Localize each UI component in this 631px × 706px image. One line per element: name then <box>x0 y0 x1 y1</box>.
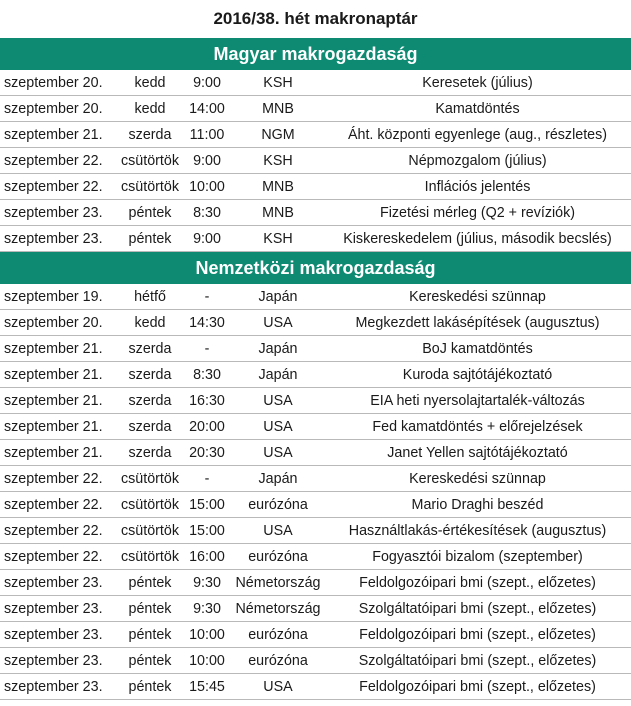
day-cell: péntek <box>118 674 182 700</box>
source-cell: NGM <box>232 122 324 148</box>
table-row <box>0 174 631 200</box>
day-cell: csütörtök <box>118 492 182 518</box>
day-cell: csütörtök <box>118 544 182 570</box>
time-cell: 16:00 <box>182 544 232 570</box>
time-cell: 15:45 <box>182 674 232 700</box>
date-cell: szeptember 22. <box>0 544 118 570</box>
day-cell: hétfő <box>118 284 182 310</box>
time-cell: 14:00 <box>182 96 232 122</box>
international-macro-rows <box>0 284 631 700</box>
time-cell: 8:30 <box>182 200 232 226</box>
table-row <box>0 122 631 148</box>
event-cell: Fogyasztói bizalom (szeptember) <box>324 544 631 570</box>
time-cell: 20:30 <box>182 440 232 466</box>
table-row <box>0 310 631 336</box>
day-cell: csütörtök <box>118 466 182 492</box>
event-cell: Áht. központi egyenlege (aug., részletes) <box>324 122 631 148</box>
source-cell: eurózóna <box>232 648 324 674</box>
event-cell: Feldolgozóipari bmi (szept., előzetes) <box>324 674 631 700</box>
source-cell: Japán <box>232 336 324 362</box>
source-cell: USA <box>232 518 324 544</box>
date-cell: szeptember 23. <box>0 648 118 674</box>
date-cell: szeptember 22. <box>0 174 118 200</box>
date-cell: szeptember 23. <box>0 596 118 622</box>
time-cell: 8:30 <box>182 362 232 388</box>
date-cell: szeptember 20. <box>0 310 118 336</box>
time-cell: 9:30 <box>182 570 232 596</box>
date-cell: szeptember 22. <box>0 492 118 518</box>
table-row <box>0 518 631 544</box>
source-cell: Németország <box>232 596 324 622</box>
date-cell: szeptember 23. <box>0 674 118 700</box>
page-title: 2016/38. hét makronaptár <box>213 9 418 28</box>
hungarian-macro-rows <box>0 70 631 252</box>
time-cell: 10:00 <box>182 648 232 674</box>
date-cell: szeptember 21. <box>0 336 118 362</box>
table-row <box>0 414 631 440</box>
time-cell: 10:00 <box>182 174 232 200</box>
date-cell: szeptember 20. <box>0 96 118 122</box>
date-cell: szeptember 21. <box>0 388 118 414</box>
source-cell: Németország <box>232 570 324 596</box>
source-cell: Japán <box>232 466 324 492</box>
time-cell: 15:00 <box>182 518 232 544</box>
day-cell: kedd <box>118 96 182 122</box>
day-cell: kedd <box>118 310 182 336</box>
date-cell: szeptember 22. <box>0 466 118 492</box>
table-row <box>0 388 631 414</box>
source-cell: KSH <box>232 148 324 174</box>
table-row <box>0 284 631 310</box>
date-cell: szeptember 22. <box>0 518 118 544</box>
date-cell: szeptember 22. <box>0 148 118 174</box>
day-cell: szerda <box>118 336 182 362</box>
day-cell: szerda <box>118 414 182 440</box>
source-cell: MNB <box>232 174 324 200</box>
event-cell: Feldolgozóipari bmi (szept., előzetes) <box>324 570 631 596</box>
source-cell: eurózóna <box>232 492 324 518</box>
source-cell: MNB <box>232 200 324 226</box>
time-cell: - <box>182 466 232 492</box>
table-row <box>0 336 631 362</box>
time-cell: 20:00 <box>182 414 232 440</box>
event-cell: Szolgáltatóipari bmi (szept., előzetes) <box>324 648 631 674</box>
source-cell: USA <box>232 414 324 440</box>
day-cell: szerda <box>118 440 182 466</box>
table-row <box>0 96 631 122</box>
international-macro-table <box>0 284 631 700</box>
table-row <box>0 466 631 492</box>
event-cell: Használtlakás-értékesítések (augusztus) <box>324 518 631 544</box>
event-cell: Janet Yellen sajtótájékoztató <box>324 440 631 466</box>
source-cell: USA <box>232 674 324 700</box>
table-row <box>0 544 631 570</box>
event-cell: BoJ kamatdöntés <box>324 336 631 362</box>
event-cell: Kereskedési szünnap <box>324 284 631 310</box>
day-cell: csütörtök <box>118 174 182 200</box>
source-cell: KSH <box>232 226 324 252</box>
day-cell: péntek <box>118 226 182 252</box>
table-row <box>0 200 631 226</box>
date-cell: szeptember 23. <box>0 570 118 596</box>
event-cell: Népmozgalom (július) <box>324 148 631 174</box>
section-heading-international: Nemzetközi makrogazdaság <box>0 252 631 284</box>
event-cell: EIA heti nyersolajtartalék-változás <box>324 388 631 414</box>
date-cell: szeptember 23. <box>0 226 118 252</box>
date-cell: szeptember 23. <box>0 622 118 648</box>
event-cell: Megkezdett lakásépítések (augusztus) <box>324 310 631 336</box>
event-cell: Keresetek (július) <box>324 70 631 96</box>
source-cell: eurózóna <box>232 544 324 570</box>
event-cell: Feldolgozóipari bmi (szept., előzetes) <box>324 622 631 648</box>
day-cell: szerda <box>118 362 182 388</box>
time-cell: 9:00 <box>182 226 232 252</box>
source-cell: eurózóna <box>232 622 324 648</box>
day-cell: péntek <box>118 622 182 648</box>
hungarian-macro-table <box>0 70 631 252</box>
table-row <box>0 674 631 700</box>
day-cell: csütörtök <box>118 518 182 544</box>
day-cell: szerda <box>118 122 182 148</box>
source-cell: MNB <box>232 96 324 122</box>
source-cell: USA <box>232 388 324 414</box>
event-cell: Fed kamatdöntés + előrejelzések <box>324 414 631 440</box>
time-cell: 9:00 <box>182 70 232 96</box>
time-cell: 10:00 <box>182 622 232 648</box>
day-cell: péntek <box>118 570 182 596</box>
table-row <box>0 492 631 518</box>
section-heading-hungarian: Magyar makrogazdaság <box>0 38 631 70</box>
table-row <box>0 70 631 96</box>
day-cell: kedd <box>118 70 182 96</box>
table-row <box>0 440 631 466</box>
day-cell: péntek <box>118 596 182 622</box>
day-cell: péntek <box>118 648 182 674</box>
source-cell: Japán <box>232 284 324 310</box>
source-cell: USA <box>232 310 324 336</box>
day-cell: péntek <box>118 200 182 226</box>
event-cell: Mario Draghi beszéd <box>324 492 631 518</box>
time-cell: 11:00 <box>182 122 232 148</box>
date-cell: szeptember 23. <box>0 200 118 226</box>
time-cell: 9:30 <box>182 596 232 622</box>
event-cell: Kamatdöntés <box>324 96 631 122</box>
source-cell: KSH <box>232 70 324 96</box>
time-cell: 9:00 <box>182 148 232 174</box>
event-cell: Kiskereskedelem (július, második becslés) <box>324 226 631 252</box>
time-cell: 15:00 <box>182 492 232 518</box>
time-cell: - <box>182 336 232 362</box>
date-cell: szeptember 21. <box>0 440 118 466</box>
source-cell: USA <box>232 440 324 466</box>
date-cell: szeptember 21. <box>0 122 118 148</box>
table-row <box>0 570 631 596</box>
day-cell: szerda <box>118 388 182 414</box>
date-cell: szeptember 20. <box>0 70 118 96</box>
day-cell: csütörtök <box>118 148 182 174</box>
source-cell: Japán <box>232 362 324 388</box>
event-cell: Szolgáltatóipari bmi (szept., előzetes) <box>324 596 631 622</box>
event-cell: Kereskedési szünnap <box>324 466 631 492</box>
time-cell: - <box>182 284 232 310</box>
table-row <box>0 226 631 252</box>
time-cell: 14:30 <box>182 310 232 336</box>
event-cell: Fizetési mérleg (Q2 + revíziók) <box>324 200 631 226</box>
table-row <box>0 648 631 674</box>
event-cell: Kuroda sajtótájékoztató <box>324 362 631 388</box>
table-row <box>0 362 631 388</box>
time-cell: 16:30 <box>182 388 232 414</box>
event-cell: Inflációs jelentés <box>324 174 631 200</box>
table-row <box>0 148 631 174</box>
date-cell: szeptember 19. <box>0 284 118 310</box>
table-row <box>0 596 631 622</box>
date-cell: szeptember 21. <box>0 414 118 440</box>
table-row <box>0 622 631 648</box>
date-cell: szeptember 21. <box>0 362 118 388</box>
